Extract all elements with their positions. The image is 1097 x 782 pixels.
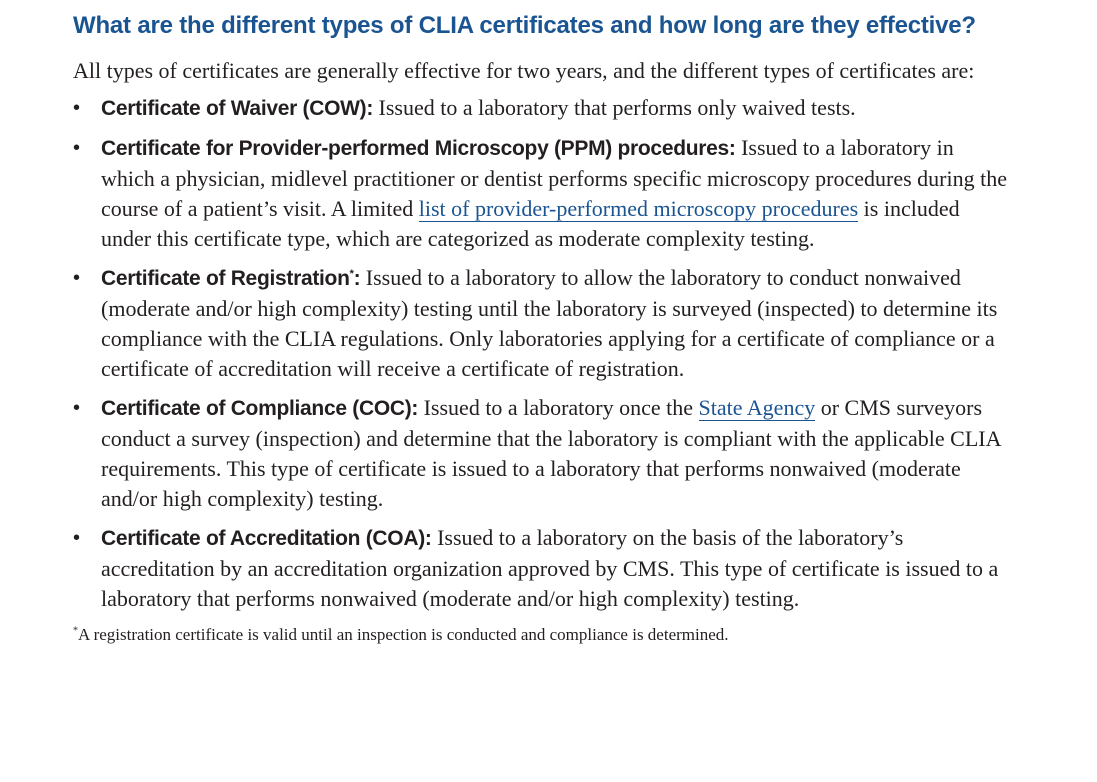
- description-coa: Issued to a laboratory on the basis of the laboratory’s accreditation by an accreditation organization approved by CMS. This type of certificate is issued to a laboratory that performs nonwaived (moderate and/or high complexity) testing.: [101, 525, 999, 611]
- list-item-coc: [73, 393, 1011, 514]
- list-item-coa: [73, 523, 1011, 614]
- term-coc: Certificate of Compliance (COC):: [101, 397, 419, 420]
- state-agency-link[interactable]: State Agency: [698, 395, 816, 420]
- description-coc-start: Issued to a laboratory once the: [418, 395, 699, 420]
- term-cow: Certificate of Waiver (COW):: [101, 97, 374, 120]
- description-registration: Issued to a laboratory to allow the laboratory to conduct nonwaived (moderate and/or high complexity) testing until the laboratory is surveyed (inspected) to determine its compliance with the CLIA regulations. Only laboratories applying for a certificate of compliance or a certificate of accreditation will receive a certificate of registration.: [101, 265, 998, 381]
- description-coc-end: or CMS surveyors conduct a survey (inspection) and determine that the laboratory is compliant with the applicable CLIA requirements. This type of certificate is issued to a laboratory that performs nonwaived (moderate and/or high complexity) testing.: [101, 395, 1001, 511]
- bullet-icon: •: [73, 97, 81, 119]
- term-registration: [101, 267, 360, 290]
- description-ppm-start: Issued to a laboratory in which a physician, midlevel practitioner or dentist performs specific microscopy procedures during the course of a patient’s visit. A limited: [101, 135, 1007, 221]
- term-coa: Certificate of Accreditation (COA):: [101, 527, 432, 550]
- footnote-marker: *: [73, 625, 78, 637]
- bullet-icon: •: [73, 137, 81, 159]
- footnote-text: A registration certificate is valid until an inspection is conducted and compliance is determined.: [78, 625, 729, 644]
- footnote: [73, 624, 1073, 646]
- list-item-registration: [73, 263, 1011, 384]
- description-ppm-end: is included under this certificate type, which are categorized as moderate complexity testing.: [101, 196, 960, 251]
- certificate-list: [73, 93, 1073, 614]
- footnote-marker: *: [349, 268, 354, 280]
- list-item-cow: [73, 93, 1011, 124]
- term-ppm: Certificate for Provider-performed Microscopy (PPM) procedures:: [101, 137, 736, 160]
- bullet-icon: •: [73, 527, 81, 549]
- bullet-icon: •: [73, 397, 81, 419]
- description-cow: Issued to a laboratory that performs only waived tests.: [373, 95, 856, 120]
- document-page: [73, 10, 1073, 646]
- section-heading: What are the different types of CLIA certificates and how long are they effective?: [73, 12, 976, 39]
- bullet-icon: •: [73, 267, 81, 289]
- term-registration-colon: :: [353, 267, 361, 290]
- ppm-procedures-link[interactable]: list of provider-performed microscopy procedures: [418, 196, 859, 221]
- intro-paragraph: All types of certificates are generally effective for two years, and the different types of certificates are:: [73, 58, 975, 83]
- term-registration-label: Certificate of Registration: [101, 267, 350, 290]
- list-item-ppm: [73, 133, 1011, 254]
